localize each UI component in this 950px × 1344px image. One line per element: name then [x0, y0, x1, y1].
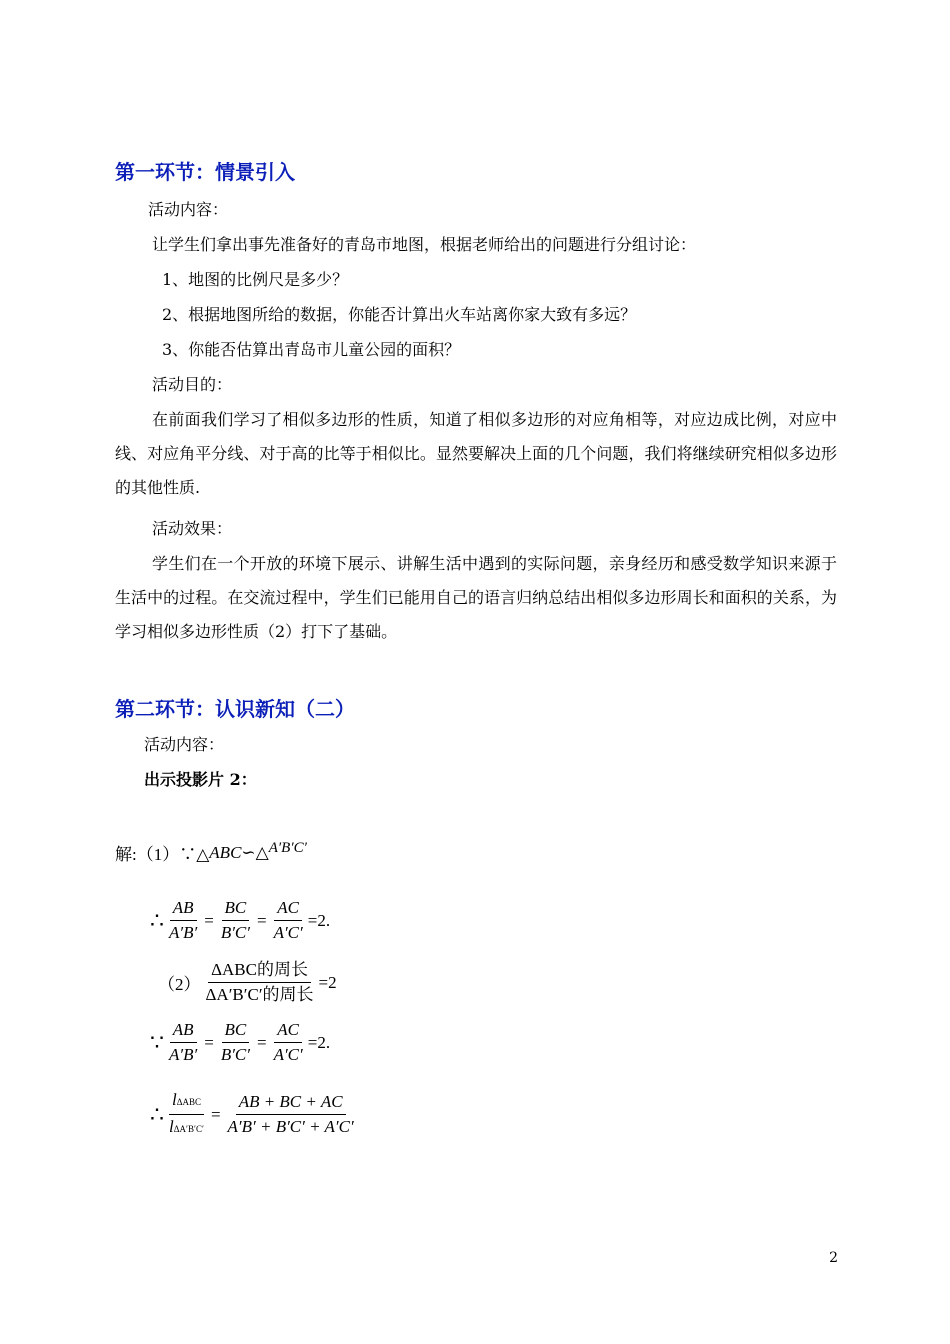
- effect-label: 活动效果：: [152, 519, 233, 538]
- triangle-abc-prime: A′B′C′: [268, 840, 307, 856]
- similar-symbol: ∽△: [241, 842, 269, 862]
- ratio-line-1: ∴ $\frac{AB}{A'B'}$ = $\frac{BC}{B'C'}$ = $\frac{AC}{A'C'}$ =2.: [150, 898, 331, 942]
- fraction-sum: $\frac{AB + BC + AC}{A'B' + B'C' + A'C'}$: [227, 1092, 354, 1136]
- intro-text: 让学生们拿出事先准备好的青岛市地图，根据老师给出的问题进行分组讨论：: [152, 235, 697, 254]
- part2-label: （2）: [158, 975, 201, 994]
- therefore-symbol: ∴: [150, 907, 164, 933]
- triangle-abc: ABC: [209, 842, 242, 862]
- question-2: 2、根据地图所给的数据，你能否计算出火车站离你家大致有多远？: [162, 305, 637, 324]
- solution-prefix: 解:（1）∵△: [115, 845, 210, 864]
- perimeter-line: （2） $\frac{\text{ΔABC的周长}}{\text{ΔA′B′C′的周长}}$ =2: [158, 960, 337, 1004]
- page-number: 2: [829, 1250, 838, 1266]
- question-1: 1、地图的比例尺是多少？: [162, 270, 349, 289]
- fraction-perimeter: $\frac{\text{ΔABC的周长}}{\text{ΔA′B′C′的周长}}$: [205, 960, 314, 1004]
- because-symbol: ∵: [150, 1029, 164, 1055]
- effect-text: 学生们在一个开放的环境下展示、讲解生活中遇到的实际问题，亲身经历和感受数学知识来源于生活中的过程。在交流过程中，学生们已能用自己的语言归纳总结出相似多边形周长和面积的关系，为学习相似多边形性质（2）打下了基础。: [115, 554, 837, 641]
- therefore-symbol-2: ∴: [150, 1101, 164, 1127]
- fraction-ab-2: $\frac{AB}{A'B'}$: [169, 1020, 198, 1064]
- activity-content-label: 活动内容：: [148, 200, 229, 219]
- fraction-bc: $\frac{BC}{B'C'}$: [220, 898, 250, 942]
- section1-title: 第一环节：情景引入: [115, 160, 295, 184]
- perimeter-ratio-line: ∴ $\frac{\text{lΔABC}}{\text{lΔA′B′C′}}$ = $\frac{AB + BC + AC}{A'B' + B'C' + A'C'}$: [150, 1090, 359, 1139]
- purpose-text: 在前面我们学习了相似多边形的性质，知道了相似多边形的对应角相等，对应边成比例，对应中线、对应角平分线、对于高的比等于相似比。显然要解决上面的几个问题，我们将继续研究相似多边形的其他性质.: [115, 410, 837, 497]
- fraction-ac: $\frac{AC}{A'C'}$: [273, 898, 303, 942]
- question-3: 3、你能否估算出青岛市儿童公园的面积？: [162, 340, 461, 359]
- fraction-bc-2: $\frac{BC}{B'C'}$: [220, 1020, 250, 1064]
- section2-title: 第二环节：认识新知（二）: [115, 697, 355, 721]
- slide-label: 出示投影片 2：: [144, 770, 257, 789]
- activity-content-label-2: 活动内容：: [144, 735, 225, 754]
- ratio-line-2: ∵ $\frac{AB}{A'B'}$ = $\frac{BC}{B'C'}$ = $\frac{AC}{A'C'}$ =2.: [150, 1020, 331, 1064]
- purpose-label: 活动目的：: [152, 375, 233, 394]
- fraction-ac-2: $\frac{AC}{A'C'}$: [273, 1020, 303, 1064]
- solution-line-1: [115, 840, 307, 865]
- fraction-l: $\frac{\text{lΔABC}}{\text{lΔA′B′C′}}$: [169, 1090, 204, 1136]
- fraction-ab: $\frac{AB}{A'B'}$: [169, 898, 198, 942]
